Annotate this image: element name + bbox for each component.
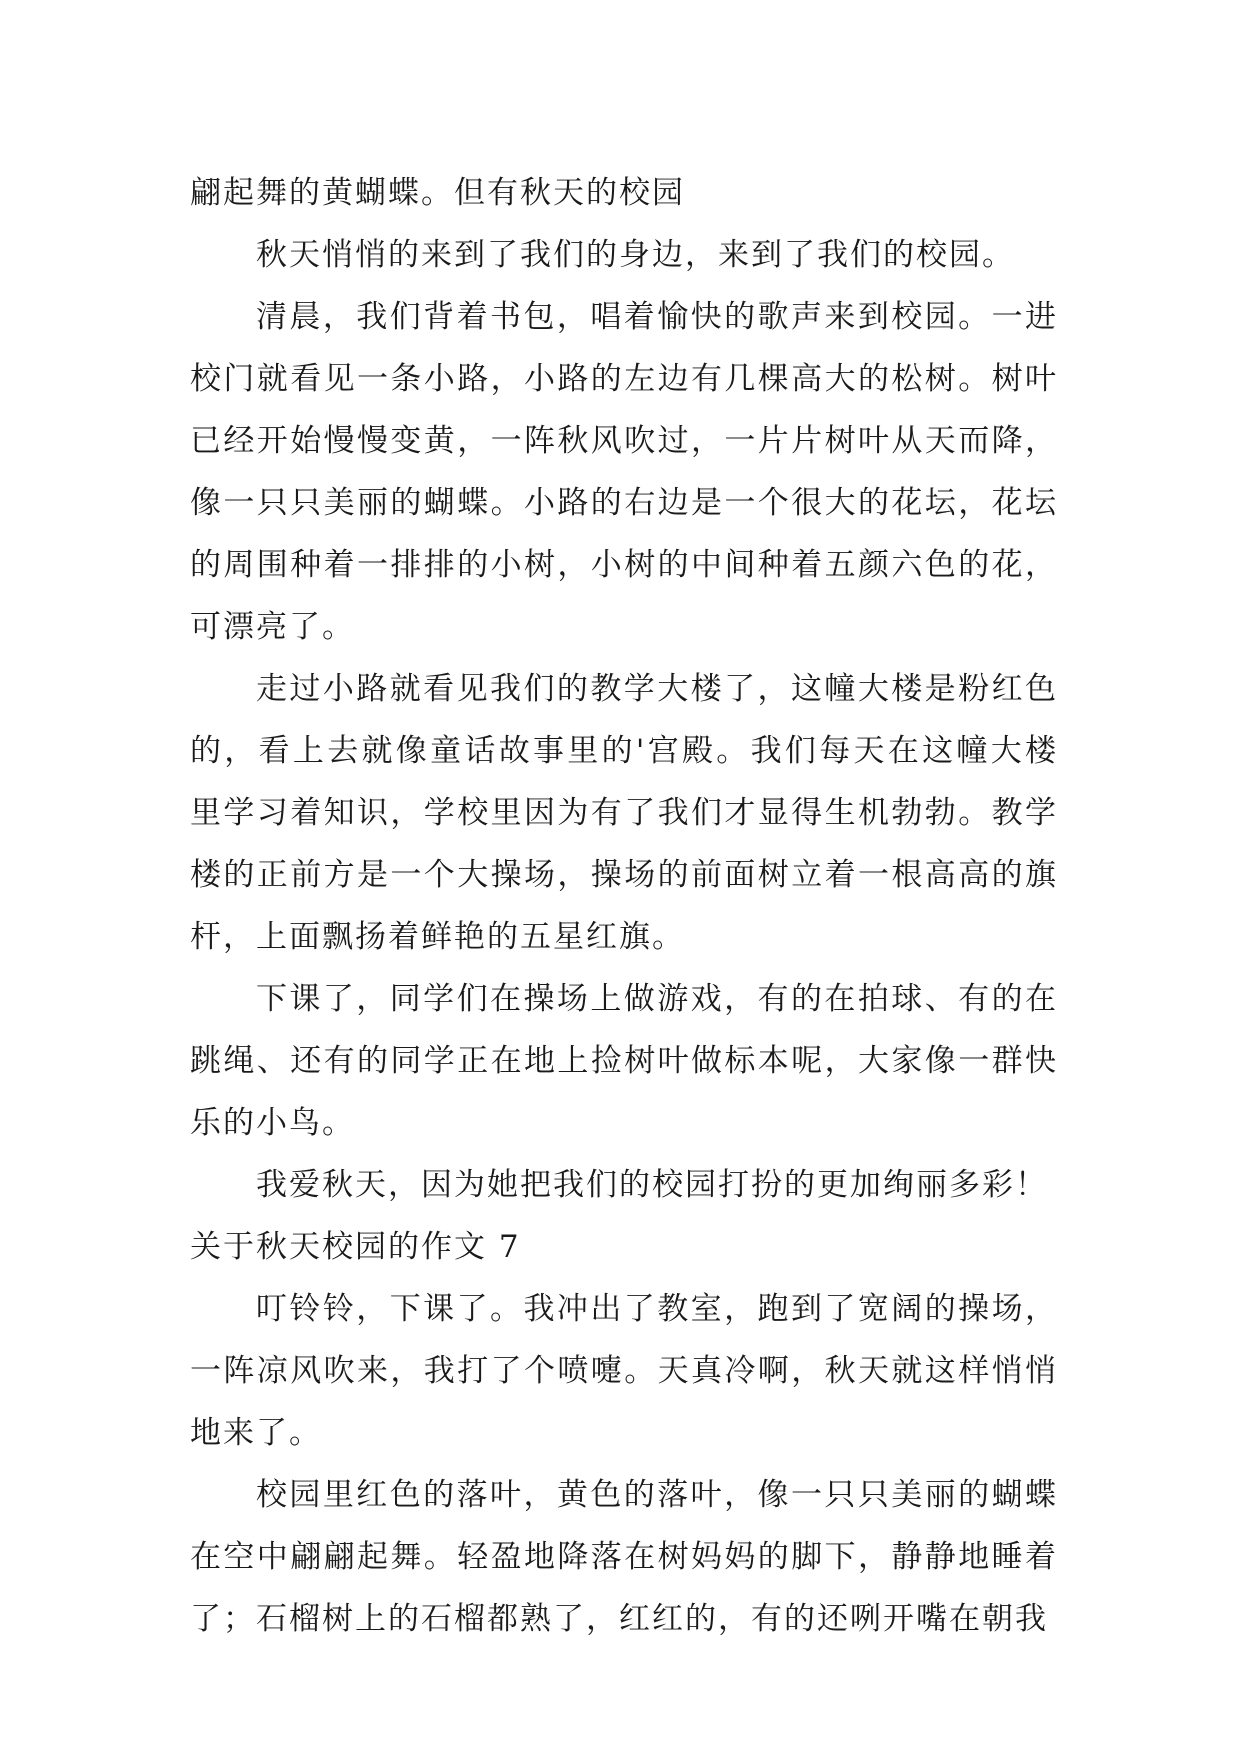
paragraph: 清晨，我们背着书包，唱着愉快的歌声来到校园。一进校门就看见一条小路，小路的左边有几棵高大的松树。树叶已经开始慢慢变黄，一阵秋风吹过，一片片树叶从天而降，像一只只美丽的蝴蝶。小路的右边是一个很大的花坛，花坛的周围种着一排排的小树，小树的中间种着五颜六色的花，可漂亮了。 (190, 299, 1058, 645)
paragraph: 校园里红色的落叶，黄色的落叶，像一只只美丽的蝴蝶在空中翩翩起舞。轻盈地降落在树妈妈的脚下，静静地睡着了；石榴树上的石榴都熟了，红红的，有的还咧开嘴在朝我 (190, 1477, 1058, 1637)
paragraph: 下课了，同学们在操场上做游戏，有的在拍球、有的在跳绳、还有的同学正在地上捡树叶做标本呢，大家像一群快乐的小鸟。 (190, 981, 1058, 1141)
paragraph: 秋天悄悄的来到了我们的身边，来到了我们的校园。 (256, 237, 1015, 273)
paragraph: 我爱秋天，因为她把我们的校园打扮的更加绚丽多彩！ (256, 1167, 1048, 1203)
essay-body (190, 162, 1058, 1650)
paragraph-continuation: 翩起舞的黄蝴蝶。但有秋天的校园 (190, 175, 685, 211)
paragraph: 叮铃铃，下课了。我冲出了教室，跑到了宽阔的操场，一阵凉风吹来，我打了个喷嚏。天真冷啊，秋天就这样悄悄地来了。 (190, 1291, 1058, 1451)
section-heading: 关于秋天校园的作文 7 (190, 1229, 521, 1265)
paragraph: 走过小路就看见我们的教学大楼了，这幢大楼是粉红色的，看上去就像童话故事里的'宫殿。我们每天在这幢大楼里学习着知识，学校里因为有了我们才显得生机勃勃。教学楼的正前方是一个大操场，操场的前面树立着一根高高的旗杆，上面飘扬着鲜艳的五星红旗。 (190, 671, 1058, 955)
